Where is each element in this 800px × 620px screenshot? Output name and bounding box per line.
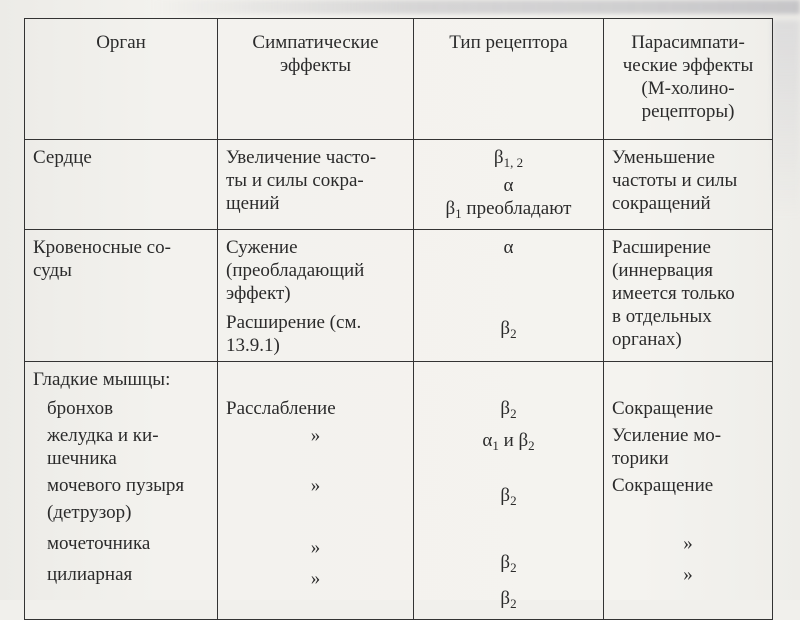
header-parasympathetic: Парасимпати- ческие эффекты (М-холино- рецепторы) [604, 19, 773, 140]
cell-sympathetic: Сужение (преобладающий эффект) Расширение (см. 13.9.1) [218, 230, 414, 362]
scan-shadow-top [150, 0, 800, 14]
ditto-mark: » [310, 425, 321, 446]
ditto-mark: » [683, 533, 693, 554]
ditto-mark: » [310, 537, 321, 558]
cell-receptor [414, 362, 604, 620]
ditto-mark: » [310, 475, 321, 496]
cell-organ: Гладкие мышцы: бронхов желудка и ки- шечника мочевого пузыря (детрузор) мочеточника цилиарная [25, 362, 218, 620]
autonomic-effects-table [24, 18, 773, 620]
table-row-smooth-muscle [25, 362, 773, 620]
receptor-alpha: α [503, 237, 514, 258]
cell-organ: Кровеносные со- суды [25, 230, 218, 362]
receptor-beta-2: $\beta_2$ [500, 552, 517, 575]
ditto-mark: » [683, 564, 693, 585]
ditto-mark: » [310, 568, 321, 589]
cell-receptor [414, 140, 604, 230]
receptor-beta-2: $\beta_2$ [500, 318, 517, 341]
table-row-heart [25, 140, 773, 230]
header-row [25, 19, 773, 140]
cell-receptor [414, 230, 604, 362]
receptor-alpha: α [503, 175, 514, 196]
receptor-beta-2: $\beta_2$ [500, 588, 517, 611]
receptor-beta-1-2: $\beta_{1, 2}$ [493, 147, 524, 170]
header-organ: Орган [25, 19, 218, 140]
cell-parasympathetic: Уменьшение частоты и силы сокращений [604, 140, 773, 230]
scan-shadow-right [772, 20, 800, 220]
header-sympathetic: Симпатические эффекты [218, 19, 414, 140]
cell-parasympathetic: Сокращение Усиление мо- торики Сокращение » » [604, 362, 773, 620]
cell-parasympathetic: Расширение (иннервация имеется только в отдельных органах) [604, 230, 773, 362]
cell-organ: Сердце [25, 140, 218, 230]
receptor-beta-1-dominant: $\beta_1$ преобладают [445, 198, 572, 221]
table-row-vessels [25, 230, 773, 362]
receptor-beta-2: $\beta_2$ [500, 485, 517, 508]
cell-sympathetic: Увеличение часто- ты и силы сокра- щений [218, 140, 414, 230]
receptor-beta-2: $\beta_2$ [500, 398, 517, 421]
cell-sympathetic: Расслабление » » » » [218, 362, 414, 620]
receptor-alpha1-beta2: $\alpha_1$ и $\beta_2$ [482, 430, 535, 453]
header-receptor-type: Тип рецептора [414, 19, 604, 140]
